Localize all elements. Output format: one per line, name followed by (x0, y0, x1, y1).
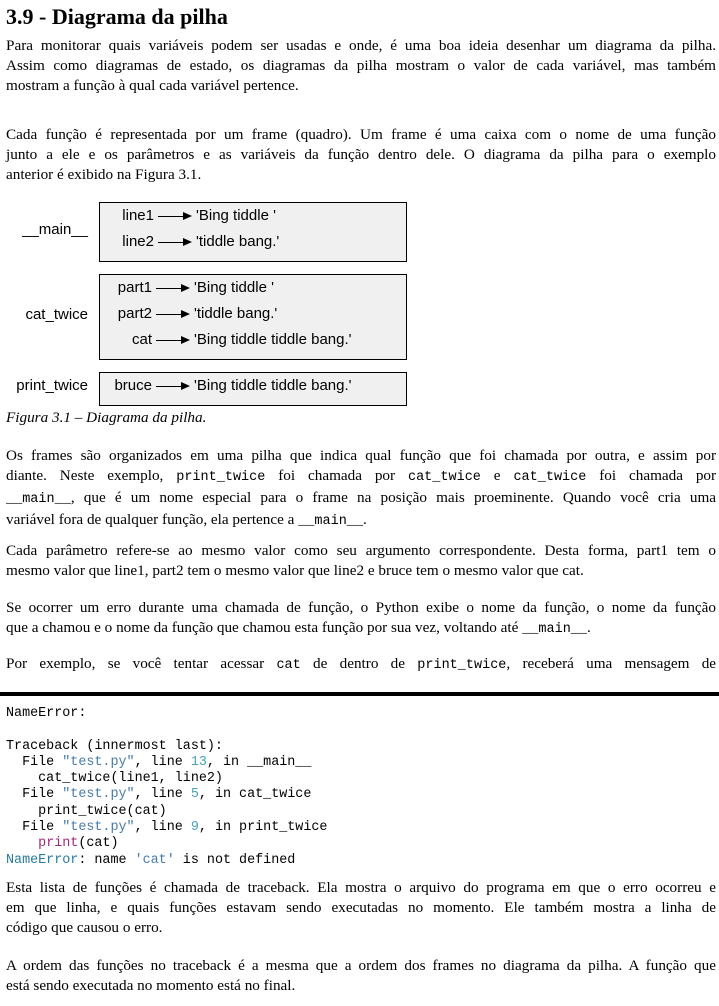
arrow-icon (158, 237, 192, 247)
text-line (6, 488, 716, 510)
text-line: em que linha, e quais funções estavam sendo executadas no momento. Ele também mostra a linha de (6, 899, 716, 916)
frame-label-main: __main__ (22, 221, 88, 238)
variable-row (118, 233, 279, 250)
text-line (6, 466, 716, 488)
text-line: Se ocorrer um erro durante uma chamada de função, o Python exibe o nome da função, o nome da função (6, 599, 716, 616)
inline-code: __main__ (6, 492, 71, 507)
stack-diagram (0, 200, 420, 410)
text-line: Cada parâmetro refere-se ao mesmo valor como seu argumento correspondente. Desta forma, part1 tem o (6, 542, 716, 559)
frame-box-print-twice (99, 372, 407, 406)
inline-code: print_twice (417, 658, 507, 673)
text-line: Para monitorar quais variáveis podem ser usadas e onde, é uma boa ideia desenhar um diagrama da pilha. (6, 37, 716, 54)
text-fragment: de dentro de (313, 655, 406, 672)
text-fragment: , que é um nome especial para o frame na posição mais proeminente. Quando você cria uma (70, 489, 716, 506)
variable-row (114, 305, 277, 322)
code-string: 'cat' (134, 852, 175, 868)
code-text: , line (134, 754, 191, 770)
figure-caption: Figura 3.1 – Diagrama da pilha. (6, 409, 207, 426)
variable-value: 'tiddle bang.' (194, 305, 278, 322)
text-fragment: , receberá uma mensagem de (506, 655, 717, 672)
code-line: Traceback (innermost last): (6, 738, 223, 754)
code-string: "test.py" (62, 754, 135, 770)
paragraph-parameters (6, 541, 716, 581)
code-text: is not defined (174, 852, 296, 868)
code-text: , line (134, 820, 191, 836)
variable-value: 'tiddle bang.' (196, 233, 280, 250)
variable-row (111, 377, 352, 394)
text-line (6, 510, 716, 532)
text-fragment: variável fora de qualquer função, ela pertence a (6, 511, 295, 528)
variable-name: bruce (114, 377, 152, 394)
code-number: 9 (190, 820, 199, 836)
text-line (6, 618, 716, 640)
paragraph-traceback (6, 878, 716, 938)
text-fragment: foi chamada por (278, 467, 396, 484)
code-number: 13 (190, 754, 207, 770)
text-line: Esta lista de funções é chamada de traceback. Ela mostra o arquivo do programa em que o erro ocorreu e (6, 879, 716, 896)
code-keyword: print (38, 836, 79, 852)
code-line: NameError: (6, 706, 87, 721)
variable-name: line2 (122, 233, 154, 250)
variable-name: cat (131, 331, 152, 348)
code-text: , line (134, 787, 191, 803)
variable-row (118, 207, 276, 224)
text-fragment: diante. Neste exemplo, (6, 467, 164, 484)
section-heading: 3.9 - Diagrama da pilha (6, 4, 228, 29)
inline-code: cat (276, 658, 301, 673)
paragraph-stack-order (6, 446, 716, 532)
variable-row (114, 279, 274, 296)
code-text: File (6, 820, 63, 836)
text-line: Os frames são organizados em uma pilha que indica qual função que foi chamada por outra, e assim por (6, 447, 716, 464)
paragraph-order (6, 956, 716, 996)
paragraph-intro (6, 36, 716, 96)
text-line: código que causou o erro. (6, 919, 163, 936)
variable-row (114, 331, 352, 348)
paragraph-frames (6, 125, 716, 185)
code-text: (cat) (78, 836, 119, 852)
traceback-code-block (6, 706, 327, 869)
frame-label-cat-twice: cat_twice (25, 306, 88, 323)
code-error-name: NameError (6, 852, 79, 868)
text-fragment: que a chamou e o nome da função que chamou esta função por sua vez, voltando até (6, 619, 519, 636)
text-line: Assim como diagramas de estado, os diagramas da pilha mostram o valor de cada variável, mas também (6, 57, 716, 74)
variable-name: part1 (117, 279, 152, 296)
text-line: A ordem das funções no traceback é a mesma que a ordem dos frames no diagrama da pilha. A função que (6, 957, 716, 974)
arrow-icon (158, 211, 192, 221)
code-text: : name (78, 852, 135, 868)
frame-box-main (99, 202, 407, 262)
code-string: "test.py" (62, 787, 135, 803)
paragraph-error (6, 598, 716, 640)
code-string: "test.py" (62, 820, 135, 836)
text-fragment: e (493, 467, 501, 484)
arrow-icon (156, 309, 190, 319)
code-text: File (6, 787, 63, 803)
frame-label-print-twice: print_twice (16, 377, 88, 394)
code-text: File (6, 754, 63, 770)
code-line: cat_twice(line1, line2) (6, 771, 223, 787)
text-fragment: . (363, 511, 367, 528)
text-fragment: Por exemplo, se você tentar acessar (6, 655, 265, 672)
inline-code: __main__ (298, 514, 364, 529)
page-divider (0, 692, 719, 696)
variable-name: line1 (122, 207, 154, 224)
paragraph-example (6, 654, 716, 676)
code-number: 5 (190, 787, 199, 803)
code-line: print_twice(cat) (6, 803, 167, 819)
inline-code: cat_twice (513, 470, 587, 485)
arrow-icon (156, 381, 190, 391)
code-text: , in __main__ (206, 754, 312, 770)
arrow-icon (156, 335, 190, 345)
text-line: mostram a função à qual cada variável pertence. (6, 77, 299, 94)
text-line: está sendo executada no momento está no final. (6, 977, 296, 994)
text-line: anterior é exibido na Figura 3.1. (6, 166, 202, 183)
variable-value: 'Bing tiddle ' (194, 279, 274, 296)
text-line: junto a ele e os parâmetros e as variáveis da função dentro dele. O diagrama da pilha para o exemplo (6, 146, 716, 163)
text-line: mesmo valor que line1, part2 tem o mesmo valor que line2 e bruce tem o mesmo valor que cat. (6, 562, 584, 579)
text-line (6, 654, 716, 676)
variable-name: part2 (117, 305, 152, 322)
text-fragment: foi chamada por (599, 467, 717, 484)
text-line: Cada função é representada por um frame (quadro). Um frame é uma caixa com o nome de uma função (6, 126, 716, 143)
variable-value: 'Bing tiddle ' (196, 207, 276, 224)
arrow-icon (156, 283, 190, 293)
inline-code: __main__ (522, 622, 587, 637)
inline-code: cat_twice (407, 470, 481, 485)
variable-value: 'Bing tiddle tiddle bang.' (194, 331, 352, 348)
code-text: , in cat_twice (198, 787, 312, 803)
code-text: , in print_twice (198, 820, 328, 836)
frame-box-cat-twice (99, 274, 407, 360)
text-fragment: . (587, 619, 591, 636)
inline-code: print_twice (176, 470, 266, 485)
variable-value: 'Bing tiddle tiddle bang.' (194, 377, 352, 394)
